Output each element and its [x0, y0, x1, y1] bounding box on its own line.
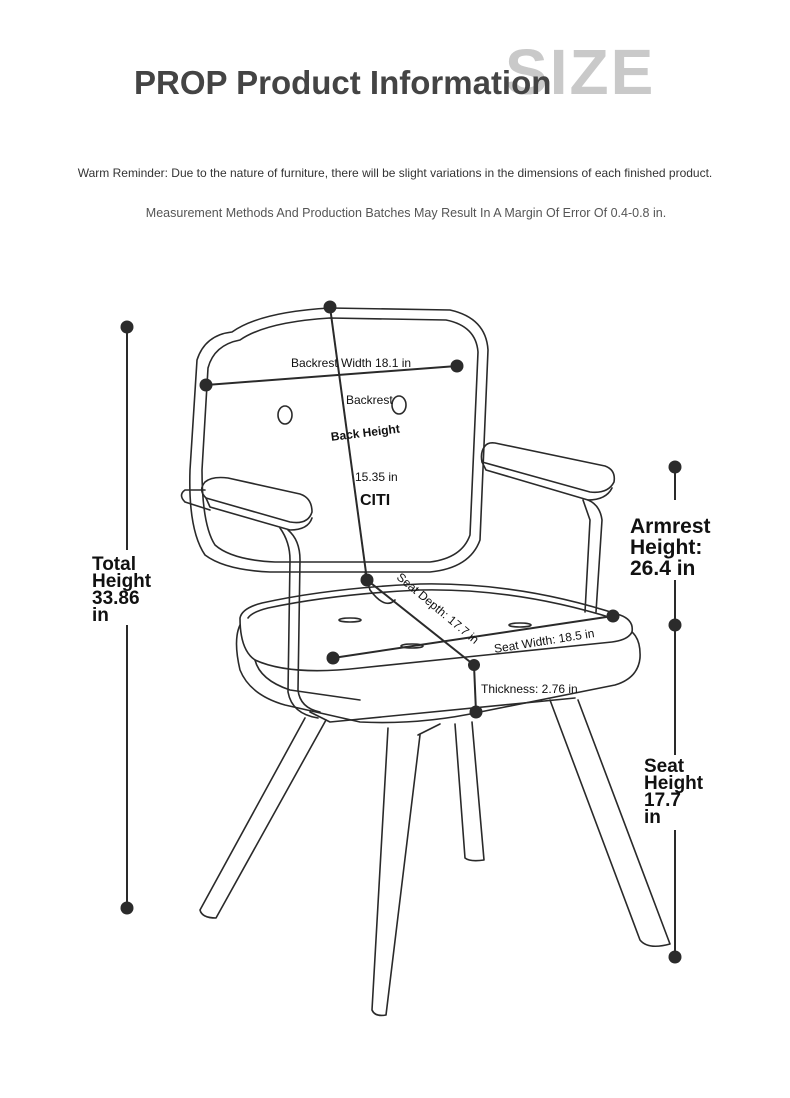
back-height-line: [330, 307, 367, 580]
seat-width-label: Seat Width: 18.5 in: [493, 626, 596, 656]
total-height-label: Total Height 33.86 in: [92, 554, 152, 626]
backrest-width-right-dot: [451, 360, 464, 373]
back-height-label: Back Height: [330, 421, 401, 444]
page-title: PROP Product Information: [134, 64, 552, 101]
size-watermark: SIZE: [505, 36, 656, 108]
back-height-top-dot: [324, 301, 337, 314]
back-height-value: 15.35 in: [355, 470, 398, 484]
total-height-bottom-dot: [121, 902, 134, 915]
seat-height-bottom-dot: [669, 951, 682, 964]
dimension-dots: [121, 301, 682, 964]
seat-width-right-dot: [607, 610, 620, 623]
chair-outline: [182, 308, 671, 1015]
backrest-label: Backrest: [346, 393, 393, 407]
thickness-label: Thickness: 2.76 in: [481, 682, 578, 696]
back-height-glyph: CITI: [360, 492, 391, 509]
thickness-bottom-dot: [470, 706, 483, 719]
margin-of-error-note: Measurement Methods And Production Batches May Result In A Margin Of Error Of 0.4-0.8 in.: [145, 206, 667, 220]
seat-height-label: Seat Height 17.7 in: [644, 756, 704, 828]
thickness-line: [474, 665, 476, 712]
backrest-width-left-dot: [200, 379, 213, 392]
total-height-top-dot: [121, 321, 134, 334]
seat-width-left-dot: [327, 652, 340, 665]
warm-reminder-note: Warm Reminder: Due to the nature of furniture, there will be slight variations in the dimensions of each finished product.: [77, 166, 713, 180]
backrest-width-label: Backrest Width 18.1 in: [291, 356, 412, 370]
seat-height-top-dot: [669, 619, 682, 632]
back-height-bottom-dot: [361, 574, 374, 587]
seat-depth-label: Seat Depth: 17.7 in: [394, 570, 482, 647]
armrest-height-label: Armrest Height: 26.4 in: [630, 515, 711, 580]
thickness-top-dot: [468, 659, 480, 671]
armrest-height-top-dot: [669, 461, 682, 474]
